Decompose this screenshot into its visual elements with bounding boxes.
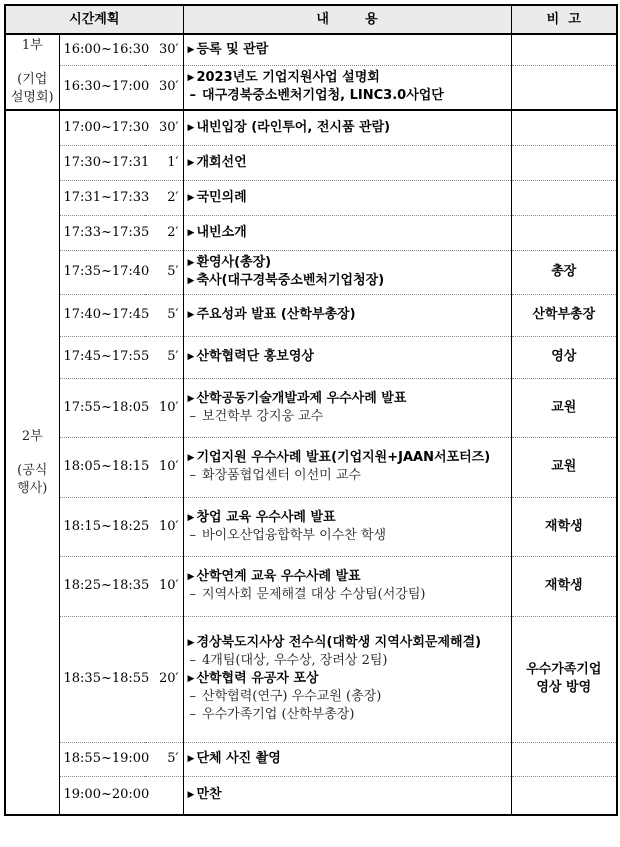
dash-marker: –	[189, 468, 197, 483]
time-range: 18:35~18:55	[59, 616, 145, 742]
content-sub-text: 산학협력(연구) 우수교원 (총장)	[202, 689, 382, 704]
schedule-row	[5, 742, 617, 776]
content-main	[188, 509, 507, 527]
content-sub-text: 우수가족기업 (산학부총장)	[202, 707, 355, 722]
triangle-right-icon: ▶	[187, 352, 195, 362]
content-cell	[183, 556, 511, 616]
note-cell	[511, 215, 617, 250]
time-range: 18:05~18:15	[59, 437, 145, 497]
content-cell	[183, 742, 511, 776]
content-main-text: 내빈입장 (라인투어, 전시품 관람)	[196, 119, 391, 135]
part-label-p2	[5, 110, 59, 815]
schedule-row	[5, 250, 617, 294]
content-main	[188, 568, 507, 586]
content-cell	[183, 336, 511, 378]
dash-marker: –	[189, 408, 197, 424]
note-cell: 교원	[511, 378, 617, 437]
duration: 30′	[145, 110, 183, 145]
schedule-row	[5, 65, 617, 110]
schedule-row	[5, 378, 617, 437]
content-main	[188, 272, 507, 290]
content-cell	[183, 776, 511, 815]
time-range: 18:15~18:25	[59, 497, 145, 556]
note-cell: 우수가족기업 영상 방영	[511, 616, 617, 742]
content-cell	[183, 497, 511, 556]
content-main-text: 축사(대구경북중소벤처기업청장)	[196, 273, 385, 288]
content-main-text: 주요성과 발표 (산학부총장)	[196, 307, 356, 322]
duration: 2′	[145, 215, 183, 250]
time-range: 17:40~17:45	[59, 294, 145, 336]
time-range: 17:55~18:05	[59, 378, 145, 437]
time-range: 17:35~17:40	[59, 250, 145, 294]
triangle-right-icon: ▶	[187, 157, 195, 168]
content-main	[188, 750, 507, 768]
schedule-row	[5, 616, 617, 742]
content-main-text: 만찬	[196, 787, 222, 803]
content-main-text: 경상북도지사상 전수식(대학생 지역사회문제해결)	[196, 635, 482, 650]
schedule-row	[5, 34, 617, 65]
content-main	[188, 224, 507, 242]
note-cell	[511, 110, 617, 145]
duration: 2′	[145, 180, 183, 215]
content-main	[188, 449, 507, 467]
content-main-text: 내빈소개	[196, 224, 247, 240]
note-cell	[511, 776, 617, 815]
triangle-right-icon: ▶	[187, 122, 195, 133]
dash-marker: –	[189, 587, 197, 602]
content-cell	[183, 110, 511, 145]
duration: 10′	[145, 556, 183, 616]
part-label-line: 설명회)	[10, 90, 54, 105]
time-range: 18:25~18:35	[59, 556, 145, 616]
triangle-right-icon: ▶	[187, 258, 195, 268]
time-range: 16:00~16:30	[59, 34, 145, 65]
note-cell	[511, 180, 617, 215]
duration: 5′	[145, 250, 183, 294]
schedule-row	[5, 776, 617, 815]
note-cell: 교원	[511, 437, 617, 497]
schedule-row	[5, 145, 617, 180]
content-cell	[183, 437, 511, 497]
duration: 5′	[145, 336, 183, 378]
triangle-right-icon: ▶	[187, 638, 195, 648]
schedule-row	[5, 294, 617, 336]
content-sub-text: 보건학부 강지웅 교수	[202, 408, 324, 424]
content-cell	[183, 215, 511, 250]
triangle-right-icon: ▶	[187, 227, 195, 238]
content-main	[188, 390, 507, 408]
content-sub-text: 바이오산업융합학부 이수찬 학생	[202, 527, 387, 543]
schedule-row	[5, 556, 617, 616]
part-label-line: (공식	[17, 462, 48, 478]
dash-marker: –	[189, 689, 197, 704]
time-range: 16:30~17:00	[59, 65, 145, 110]
content-sub	[188, 652, 507, 670]
content-main	[188, 69, 507, 87]
note-cell	[511, 742, 617, 776]
time-range: 17:33~17:35	[59, 215, 145, 250]
triangle-right-icon: ▶	[187, 453, 195, 463]
triangle-right-icon: ▶	[187, 674, 195, 684]
duration: 1′	[145, 145, 183, 180]
note-cell: 산학부총장	[511, 294, 617, 336]
content-main	[188, 254, 507, 272]
triangle-right-icon: ▶	[187, 572, 195, 582]
duration: 30′	[145, 34, 183, 65]
triangle-right-icon: ▶	[187, 44, 195, 55]
time-range: 17:30~17:31	[59, 145, 145, 180]
part-label-line: 1부	[21, 38, 43, 53]
schedule-table	[4, 4, 618, 816]
triangle-right-icon: ▶	[187, 73, 195, 84]
part-label-line: 2부	[21, 428, 43, 444]
dash-marker: –	[189, 653, 197, 668]
content-main	[188, 348, 507, 366]
content-sub	[188, 408, 507, 426]
content-sub-text: 화장품협업센터 이선미 교수	[202, 468, 361, 483]
header-note: 비 고	[511, 5, 617, 34]
part-label-p1	[5, 34, 59, 110]
part-label-line: 행사)	[17, 480, 48, 496]
triangle-right-icon: ▶	[187, 310, 195, 320]
duration: 5′	[145, 294, 183, 336]
triangle-right-icon: ▶	[187, 393, 195, 404]
content-sub-text: 4개팀(대상, 우수상, 장려상 2팀)	[202, 653, 388, 668]
content-cell	[183, 180, 511, 215]
time-range: 17:31~17:33	[59, 180, 145, 215]
content-sub	[188, 87, 507, 105]
content-sub	[188, 527, 507, 545]
content-main	[188, 634, 507, 652]
content-main	[188, 119, 507, 137]
header-plan: 시간계획	[5, 5, 183, 34]
time-range: 19:00~20:00	[59, 776, 145, 815]
duration: 5′	[145, 742, 183, 776]
content-cell	[183, 34, 511, 65]
duration: 30′	[145, 65, 183, 110]
content-cell	[183, 145, 511, 180]
content-cell	[183, 65, 511, 110]
content-main-text: 산학공동기술개발과제 우수사례 발표	[196, 390, 407, 406]
content-cell	[183, 378, 511, 437]
content-main-text: 개회선언	[196, 154, 247, 170]
duration	[145, 776, 183, 815]
content-sub	[188, 688, 507, 706]
dash-marker: –	[189, 88, 197, 104]
content-main-text: 산학협력 유공자 포상	[196, 671, 319, 686]
header-row	[5, 5, 617, 34]
content-main-text: 창업 교육 우수사례 발표	[196, 509, 336, 525]
content-main-text: 등록 및 관람	[196, 41, 269, 57]
dash-marker: –	[189, 707, 197, 722]
triangle-right-icon: ▶	[187, 790, 195, 801]
content-main-text: 국민의례	[196, 189, 247, 205]
schedule-row	[5, 110, 617, 145]
time-range: 17:00~17:30	[59, 110, 145, 145]
duration: 10′	[145, 378, 183, 437]
content-main-text: 환영사(총장)	[196, 255, 272, 270]
content-main-text: 산학협력단 홍보영상	[196, 349, 314, 364]
content-main	[188, 306, 507, 324]
duration: 10′	[145, 497, 183, 556]
note-cell	[511, 65, 617, 110]
content-sub	[188, 586, 507, 604]
content-main	[188, 154, 507, 172]
content-main-text: 단체 사진 촬영	[196, 751, 281, 766]
content-main	[188, 41, 507, 59]
schedule-row	[5, 336, 617, 378]
content-main	[188, 189, 507, 207]
content-sub-text: 대구경북중소벤처기업청, LINC3.0사업단	[202, 88, 444, 104]
note-cell	[511, 145, 617, 180]
note-cell: 재학생	[511, 497, 617, 556]
note-cell: 재학생	[511, 556, 617, 616]
content-sub-text: 지역사회 문제해결 대상 수상팀(서강팀)	[202, 587, 426, 602]
time-range: 17:45~17:55	[59, 336, 145, 378]
schedule-row	[5, 437, 617, 497]
note-cell	[511, 34, 617, 65]
triangle-right-icon: ▶	[187, 192, 195, 203]
triangle-right-icon: ▶	[187, 276, 195, 286]
time-range: 18:55~19:00	[59, 742, 145, 776]
part-label-line: (기업	[17, 72, 48, 87]
content-main-text: 2023년도 기업지원사업 설명회	[196, 70, 380, 86]
schedule-row	[5, 215, 617, 250]
content-cell	[183, 616, 511, 742]
content-cell	[183, 250, 511, 294]
schedule-row	[5, 497, 617, 556]
triangle-right-icon: ▶	[187, 512, 195, 523]
content-main	[188, 670, 507, 688]
note-cell: 영상	[511, 336, 617, 378]
content-cell	[183, 294, 511, 336]
content-sub	[188, 467, 507, 485]
schedule-row	[5, 180, 617, 215]
header-content: 내 용	[183, 5, 511, 34]
content-main-text: 산학연계 교육 우수사례 발표	[196, 569, 361, 584]
content-main-text: 기업지원 우수사례 발표(기업지원+JAAN서포터즈)	[196, 450, 491, 465]
content-main	[188, 786, 507, 804]
triangle-right-icon: ▶	[187, 754, 195, 764]
dash-marker: –	[189, 527, 197, 543]
duration: 20′	[145, 616, 183, 742]
note-cell: 총장	[511, 250, 617, 294]
content-sub	[188, 706, 507, 724]
duration: 10′	[145, 437, 183, 497]
